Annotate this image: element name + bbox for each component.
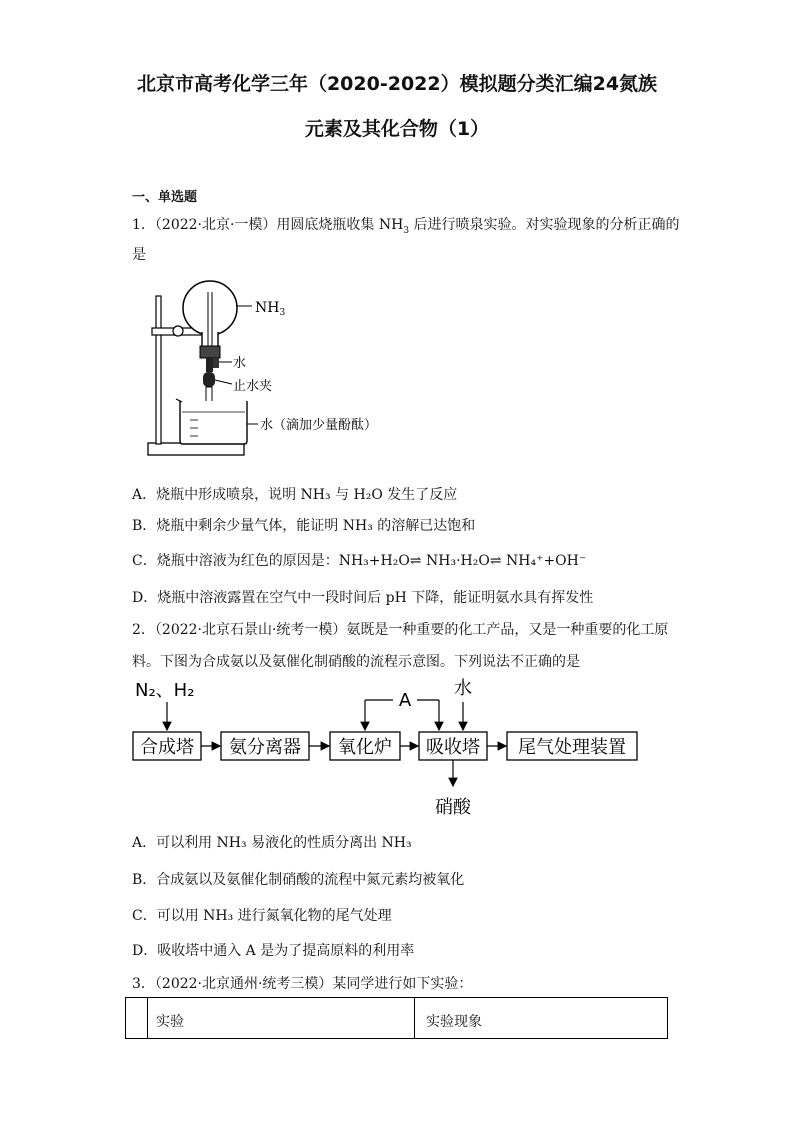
q1-option-d: D．烧瓶中溶液露置在空气中一段时间后 pH 下降，能证明氨水具有挥发性: [132, 590, 594, 606]
q3-stem: 3．（2022·北京通州·统考三模）某同学进行如下实验：: [132, 976, 473, 992]
q2-option-a: A．可以利用 NH₃ 易液化的性质分离出 NH₃: [132, 835, 412, 851]
box-tail-gas-treatment: 尾气处理装置: [518, 737, 626, 758]
q2-stem-line-1: 2．（2022·北京石景山·统考一模）氨既是一种重要的化工产品，又是一种重要的化工原: [132, 622, 669, 638]
q1-option-a: A．烧瓶中形成喷泉，说明 NH₃ 与 H₂O 发生了反应: [132, 487, 458, 503]
table-header-experiment-cell: [148, 998, 415, 1038]
fountain-apparatus-figure: [140, 278, 400, 463]
water-label: 水: [233, 356, 247, 371]
q2-option-d: D．吸收塔中通入 A 是为了提高原料的利用率: [132, 943, 415, 959]
table-header-phenomenon: 实验现象: [426, 1014, 482, 1030]
document-title-line-1: 北京市高考化学三年（2020-2022）模拟题分类汇编24氮族: [136, 73, 658, 95]
q3-experiment-table: [125, 997, 668, 1039]
clamp-label: 止水夹: [233, 379, 273, 394]
box-oxidation-furnace: 氧化炉: [338, 737, 392, 758]
output-nitric-acid: 硝酸: [435, 797, 471, 818]
q1-stem: 1．（2022·北京·一模）用圆底烧瓶收集 $NH_3$ 后进行喷泉实验。对实验现象的分析正确的: [132, 217, 680, 236]
q2-option-c: C．可以用 NH₃ 进行氮氧化物的尾气处理: [132, 908, 392, 924]
q1-stem-line-2: 是: [132, 247, 146, 263]
box-synthesis-tower: 合成塔: [140, 737, 194, 758]
q1-option-c: C．烧瓶中溶液为红色的原因是：NH₃+H₂O⇌ NH₃·H₂O⇌ NH₄⁺+OH⁻: [132, 553, 587, 569]
box-absorption-tower: 吸收塔: [426, 737, 480, 758]
box-ammonia-separator: 氨分离器: [229, 737, 301, 758]
q2-stem-line-2: 料。下图为合成氨以及氨催化制硝酸的流程示意图。下列说法不正确的是: [132, 654, 580, 670]
table-index-cell: [126, 998, 148, 1038]
loop-label-a: A: [398, 690, 412, 711]
q2-option-b: B．合成氨以及氨催化制硝酸的流程中氮元素均被氧化: [132, 872, 465, 888]
nh3-label: $NH_3$: [255, 300, 286, 318]
input-n2-h2: N₂、H₂: [135, 680, 195, 701]
section-heading: 一、单选题: [132, 190, 198, 205]
table-header-experiment: 实验: [156, 1014, 184, 1030]
water-input-label: 水: [454, 678, 472, 699]
document-title-line-2: 元素及其化合物（1）: [304, 118, 490, 140]
q1-option-b: B．烧瓶中剩余少量气体，能证明 NH₃ 的溶解已达饱和: [132, 518, 476, 534]
ammonia-process-flowchart: [125, 672, 655, 822]
beaker-label: 水（滴加少量酚酞）: [260, 418, 378, 433]
